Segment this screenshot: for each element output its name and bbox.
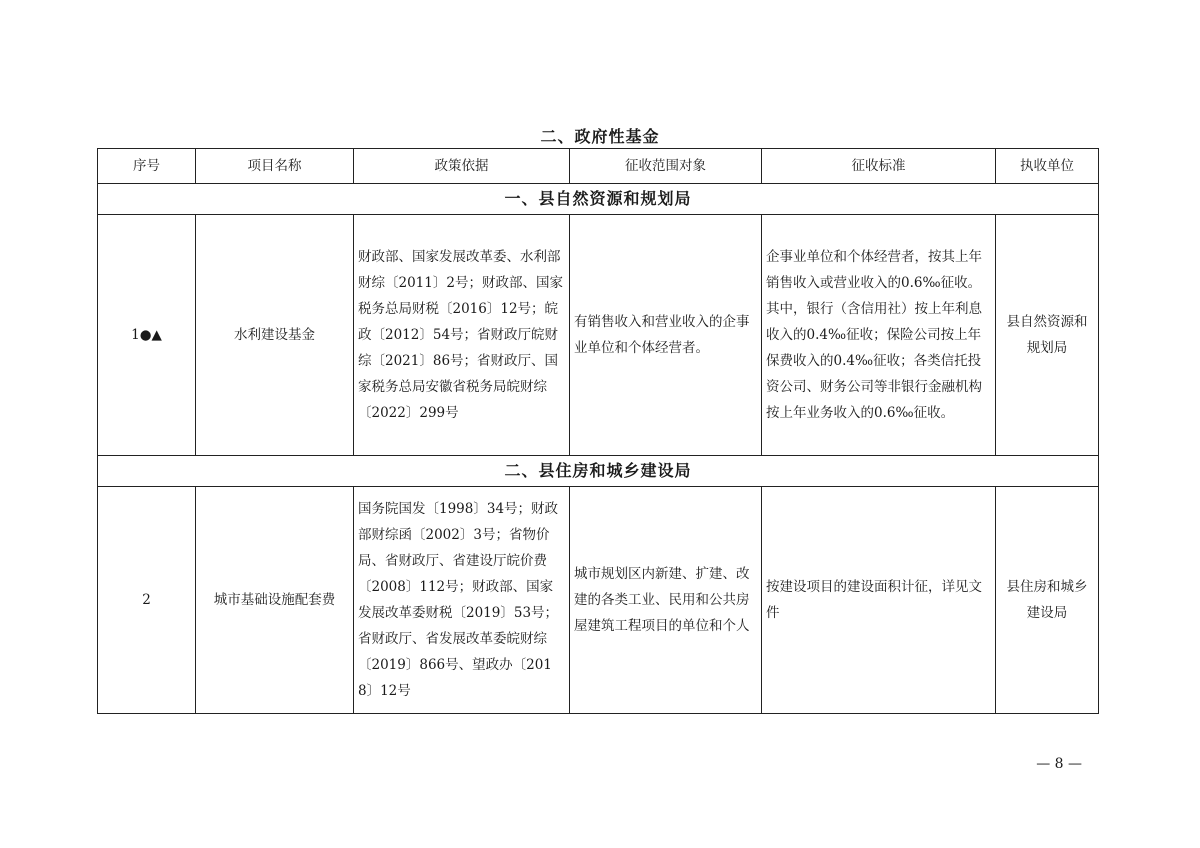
column-header-basis: 政策依据 [354,149,570,184]
table-row [98,487,1099,714]
table-header-row [98,149,1099,184]
column-header-standard: 征收标准 [762,149,996,184]
column-header-scope: 征收范围对象 [570,149,762,184]
project-name: 城市基础设施配套费 [196,487,354,714]
row-number: 2 [98,487,196,714]
collection-standard: 按建设项目的建设面积计征，详见文件 [762,487,996,714]
policy-basis: 财政部、国家发展改革委、水利部财综〔2011〕2号；财政部、国家税务总局财税〔2016〕12号；皖政〔2012〕54号；省财政厅皖财综〔2021〕86号；省财政厅、国家税务总局安徽省税务局皖财综〔2022〕299号 [354,215,570,456]
table-row [98,215,1099,456]
collecting-unit: 县住房和城乡建设局 [996,487,1099,714]
column-header-no: 序号 [98,149,196,184]
collection-scope: 有销售收入和营业收入的企事业单位和个体经营者。 [570,215,762,456]
collecting-unit: 县自然资源和规划局 [996,215,1099,456]
row-number: 1●▲ [98,215,196,456]
policy-basis: 国务院国发〔1998〕34号；财政部财综函〔2002〕3号；省物价局、省财政厅、省建设厅皖价费〔2008〕112号；财政部、国家发展改革委财税〔2019〕53号；省财政厅、省发展改革委皖财综〔2019〕866号、望政办〔2018〕12号 [354,487,570,714]
column-header-name: 项目名称 [196,149,354,184]
section-heading-row [98,184,1099,215]
government-fund-table [97,148,1099,714]
section-heading: 二、县住房和城乡建设局 [98,456,1099,487]
column-header-unit: 执收单位 [996,149,1099,184]
collection-scope: 城市规划区内新建、扩建、改建的各类工业、民用和公共房屋建筑工程项目的单位和个人 [570,487,762,714]
collection-standard: 企事业单位和个体经营者，按其上年销售收入或营业收入的0.6‰征收。其中，银行（含信用社）按上年利息收入的0.4‰征收；保险公司按上年保费收入的0.4‰征收；各类信托投资公司、财务公司等非银行金融机构按上年业务收入的0.6‰征收。 [762,215,996,456]
section-heading-row [98,456,1099,487]
page-title: 二、政府性基金 [540,127,660,146]
page-number: — 8 — [1036,756,1082,772]
project-name: 水利建设基金 [196,215,354,456]
section-heading: 一、县自然资源和规划局 [98,184,1099,215]
